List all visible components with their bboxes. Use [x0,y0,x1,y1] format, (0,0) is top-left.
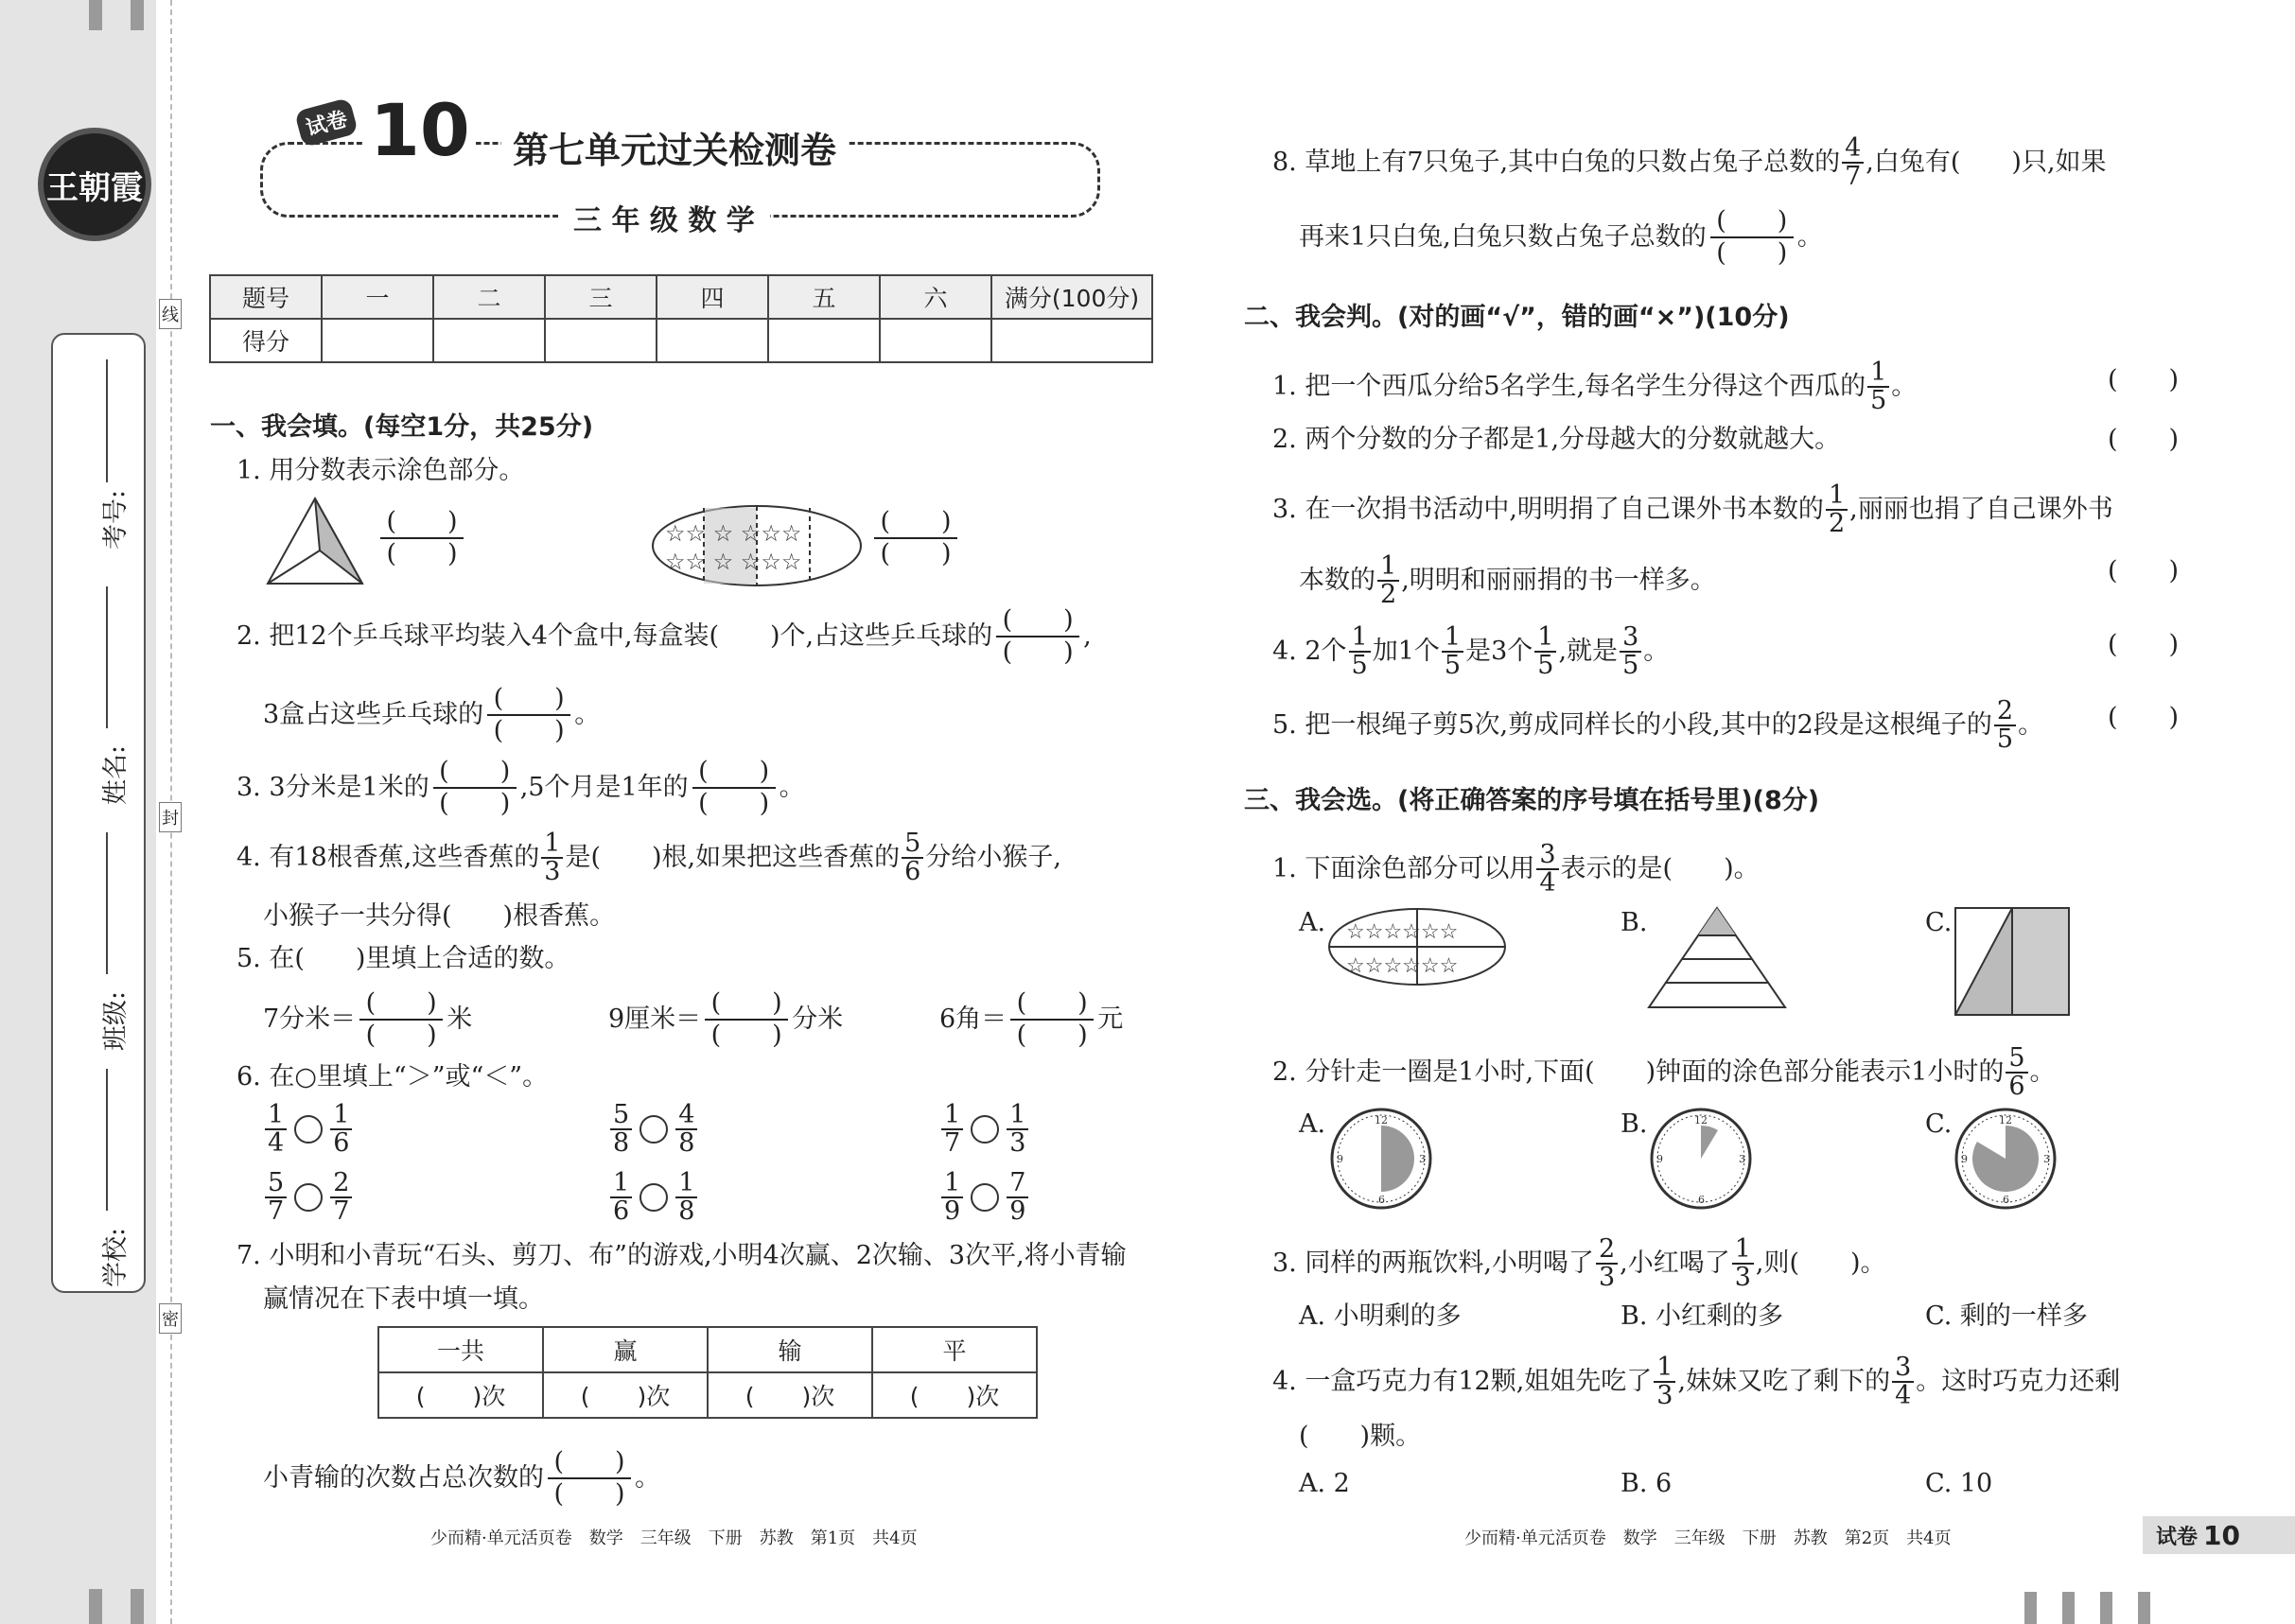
blank: ( ) [380,507,464,539]
q7-header: 输 [708,1327,872,1372]
blank[interactable]: ( ) [996,605,1079,637]
blank[interactable]: ( ) [487,684,570,716]
blank[interactable]: ( ) [705,988,788,1021]
numerator: 3 [1620,624,1641,653]
denominator: 7 [1845,162,1862,192]
j4c: 是3个 [1465,636,1533,666]
q2b: 3盒占这些乒乓球的 [263,699,484,729]
numerator: 2 [1596,1236,1618,1265]
q5a [263,988,472,1052]
compare-item [263,1102,354,1158]
oval-stars-figure [1327,906,1507,987]
judge-4: 4. 2个 $\frac{1}{5}$ 加1个 $\frac{1}{5}$ 是3个 $\frac{1}{5}$ ,就是 $\frac{3}{5}$ 。 [1272,622,1670,681]
denominator: 5 [1351,651,1368,681]
numerator: 1 [330,1102,352,1130]
school-line [106,1069,108,1211]
score-row-label: 得分 [210,319,322,362]
denominator: 7 [944,1128,961,1159]
q5a-text: 7分米＝ [263,1004,357,1034]
denominator: 2 [1828,509,1846,539]
numerator: 5 [610,1102,632,1130]
compare-item [263,1170,354,1226]
numerator: 4 [1842,135,1864,164]
page-title: 第七单元过关检测卷 [501,121,848,173]
c3-option-b[interactable]: B. 小红剩的多 [1621,1301,1784,1331]
binding-bar [89,0,102,30]
score-table [209,274,1153,363]
numerator: 1 [1349,624,1371,653]
q7a-text: 7. 小明和小青玩“石头、剪刀、布”的游戏,小明4次赢、2次输、3次平,将小青输 [237,1241,1127,1270]
numerator: 1 [1732,1236,1754,1265]
compare-item [939,1102,1030,1158]
c2a: 2. 分针走一圈是1小时,下面( )钟面的涂色部分能表示1小时的 [1272,1056,2005,1087]
option-a-label: A. [1299,908,1326,937]
q2b-text: 3盒占这些乒乓球的 ( ) ( ) 。 [263,684,601,746]
q7c-text: 小青输的次数占总次数的 ( ) ( ) 。 [263,1447,660,1510]
footer-tag-label: 试卷 [2156,1525,2199,1549]
numerator: 1 [610,1170,632,1198]
q7-cell[interactable]: ( )次 [872,1372,1037,1418]
compare-item [608,1170,699,1226]
score-header: 六 [880,275,991,319]
numerator: 5 [2006,1045,2027,1074]
j3b: ,丽丽也捐了自己课外书 [1849,494,2113,524]
judge-1: 1. 把一个西瓜分给5名学生,每名学生分得这个西瓜的 $\frac{1}{5}$ 。 [1272,358,1918,416]
binding-bar [131,1589,144,1624]
score-header: 题号 [210,275,322,319]
numerator: 1 [941,1170,963,1198]
choice-3 [1272,1236,1886,1292]
q5c [939,988,1123,1052]
c4a: 4. 一盒巧克力有12颗,姐姐先吃了 [1272,1366,1653,1396]
q4c: 分给小猴子, [925,842,1061,872]
numerator: 1 [1826,482,1848,511]
numerator: 4 [675,1102,697,1130]
numerator: 5 [265,1170,287,1198]
denominator: 6 [333,1128,350,1159]
denominator: 8 [678,1128,695,1159]
svg-text:6: 6 [2003,1194,2009,1206]
q5b-unit: 分米 [792,1004,844,1034]
blank[interactable]: ( ) [698,789,770,819]
c3-option-c[interactable]: C. 剩的一样多 [1925,1301,2088,1331]
numerator: 1 [1377,553,1399,582]
blank[interactable]: ( ) [710,1021,782,1051]
score-header: 二 [433,275,545,319]
c4-option-a[interactable]: A. 2 [1299,1469,1350,1498]
binding-bar [2138,1592,2150,1624]
footer-left: 少而精·单元活页卷 数学 三年级 下册 苏教 第1页 共4页 [430,1528,918,1548]
badge-number: 10 [364,95,476,166]
score-header: 一 [322,275,433,319]
numerator: 1 [1007,1102,1028,1130]
judge-2: 2. 两个分数的分子都是1,分母越大的分数就越大。 [1272,425,1841,454]
binding-bar [2062,1592,2075,1624]
svg-text:9: 9 [1961,1153,1968,1165]
star-oval-figure [651,503,864,588]
q7-cell[interactable]: ( )次 [378,1372,543,1418]
denominator: 6 [613,1196,630,1227]
q7-header: 平 [872,1327,1037,1372]
score-cell[interactable] [322,319,433,362]
j3: 3. 在一次捐书活动中,明明捐了自己课外书本数的 [1272,494,1824,524]
q5c-unit: 元 [1097,1004,1124,1034]
page-subtitle: 三 年 级 数 学 [558,197,770,238]
binding-bar [2024,1592,2037,1624]
q7-table [377,1326,1038,1419]
blank[interactable]: ( ) [359,988,443,1021]
c1a: 1. 下面涂色部分可以用 [1272,853,1535,883]
denominator: 4 [1539,868,1556,899]
q4d-text: 小猴子一共分得( )根香蕉。 [263,901,616,931]
j3c: 本数的 [1299,565,1375,595]
svg-text:3: 3 [1419,1153,1426,1165]
numerator: 1 [941,1102,963,1130]
compare-item [608,1102,699,1158]
numerator: 5 [902,830,923,859]
svg-text:9: 9 [1656,1153,1663,1165]
triangle-figure [263,494,367,588]
svg-text:3: 3 [1739,1153,1745,1165]
svg-text:12: 12 [1694,1114,1708,1126]
numerator: 1 [265,1102,287,1130]
compare-circle[interactable] [639,1183,668,1212]
svg-text:12: 12 [1375,1114,1388,1126]
q7-cell[interactable]: ( )次 [543,1372,708,1418]
badge-label: 试卷 [294,97,359,148]
j3d: ,明明和丽丽捐的书一样多。 [1401,565,1716,595]
seal-mark: 封 [159,802,182,832]
option-c-label: C. [1925,1109,1953,1139]
class-label: 班级: [101,990,131,1052]
blank[interactable]: ( ) [365,1021,437,1051]
judge-5: 5. 把一根绳子剪5次,剪成同样长的小段,其中的2段是这根绳子的 $\frac{2}{5}$ 。 [1272,696,2044,755]
logo [38,128,151,241]
c4d-text: ( )颗。 [1299,1422,1422,1451]
seal-mark: 密 [159,1303,182,1334]
j1: 1. 把一个西瓜分给5名学生,每名学生分得这个西瓜的 [1272,371,1866,401]
denominator: 5 [1622,651,1639,681]
denominator: 4 [1895,1381,1912,1411]
blank[interactable]: ( ) [1016,1021,1088,1051]
footer-tag-number: 10 [2203,1519,2240,1551]
c3b: ,小红喝了 [1620,1248,1730,1278]
q2a: 2. 把12个乒乓球平均装入4个盒中,每盒装( )个,占这些乒乓球的 [237,620,993,651]
choice-1 [1272,842,1760,898]
numerator: 1 [675,1170,697,1198]
q3b: ,5个月是1年的 [519,772,689,802]
score-header: 五 [768,275,880,319]
denominator: 6 [2008,1072,2025,1102]
q3a: 3. 3分米是1米的 [237,772,429,802]
c1b: 表示的是( )。 [1560,853,1760,883]
exam-number-label: 考号: [101,489,131,550]
score-cell[interactable] [433,319,545,362]
clock-c-figure [1953,1107,2058,1211]
denominator: 3 [1009,1128,1026,1159]
c4c: 。这时巧克力还剩 [1916,1366,2121,1396]
c3c: ,则( )。 [1755,1248,1886,1278]
q7c: 小青输的次数占总次数的 [263,1462,544,1493]
denominator: 7 [333,1196,350,1227]
denominator: 8 [613,1128,630,1159]
judge-answer[interactable]: ( ) [2108,630,2180,659]
q7-header: 赢 [543,1327,708,1372]
q5b-text: 9厘米＝ [608,1004,702,1034]
c3a: 3. 同样的两瓶饮料,小明喝了 [1272,1248,1594,1278]
compare-circle[interactable] [971,1115,999,1144]
exam-number-line [106,359,108,482]
q5a-unit: 米 [447,1004,473,1034]
numerator: 2 [1994,698,2016,726]
judge-3b [1299,553,1716,609]
compare-circle[interactable] [639,1115,668,1144]
clock-b-figure [1649,1107,1753,1211]
denominator: 5 [1996,725,2014,755]
q2-text: 2. 把12个乒乓球平均装入4个盒中,每盒装( )个,占这些乒乓球的 ( ) ( ) , [237,605,1092,668]
numerator: 2 [330,1170,352,1198]
judge-answer[interactable]: ( ) [2108,703,2180,732]
binding-bar [89,1589,102,1624]
q8c: 再来1只白兔,白兔只数占兔子总数的 [1299,221,1707,252]
denominator: 3 [544,857,561,887]
school-label: 学校: [101,1227,131,1288]
compare-circle[interactable] [294,1115,323,1144]
option-a-label: A. [1299,1109,1326,1139]
c3-option-a[interactable]: A. 小明剩的多 [1299,1301,1462,1331]
q8c-text: 再来1只白兔,白兔只数占兔子总数的 ( ) ( ) 。 [1299,206,1823,269]
q1b-answer[interactable] [870,507,961,570]
j4a: 4. 2个 [1272,636,1347,666]
triangle-layers-figure [1646,903,1788,1012]
numerator: 1 [1442,624,1463,653]
footer-right: 少而精·单元活页卷 数学 三年级 下册 苏教 第2页 共4页 [1464,1528,1952,1548]
q7-cell[interactable]: ( )次 [708,1372,872,1418]
rectangle-figure [1953,906,2071,1017]
numerator: 1 [1867,359,1889,388]
blank[interactable]: ( ) [439,789,511,819]
option-c-label: C. [1925,908,1953,937]
q1a-answer[interactable] [377,507,467,570]
svg-text:6: 6 [1378,1194,1385,1206]
seal-mark: 线 [159,299,182,329]
choice-2: 2. 分针走一圈是1小时,下面( )钟面的涂色部分能表示1小时的 $\frac{5}{6}$ 。 [1272,1043,2056,1102]
class-line [106,832,108,974]
svg-text:6: 6 [1698,1194,1705,1206]
q7b-text: 赢情况在下表中填一填。 [263,1284,544,1314]
denominator: 7 [268,1196,285,1227]
blank: ( ) [386,539,458,569]
blank[interactable]: ( ) [433,757,517,789]
denominator: 4 [268,1128,285,1159]
numerator: 1 [1534,624,1556,653]
blank[interactable]: ( ) [1710,206,1794,238]
q4-text [237,830,1061,886]
blank[interactable]: ( ) [493,716,565,746]
clock-a-figure [1329,1107,1433,1211]
blank[interactable]: ( ) [1010,988,1094,1021]
name-label: 姓名: [101,744,131,806]
denominator: 5 [1870,386,1887,416]
numerator: 1 [541,830,563,859]
q8a: 8. 草地上有7只兔子,其中白兔的只数占兔子总数的 [1272,147,1841,177]
numerator: 3 [1892,1354,1914,1383]
denominator: 3 [1656,1381,1673,1411]
name-line [106,586,108,728]
c4-option-b[interactable]: B. 6 [1621,1469,1673,1498]
j4b: 加1个 [1372,636,1440,666]
q8b: ,白兔有( )只,如果 [1866,147,2107,177]
q3-text: 3. 3分米是1米的 ( ) ( ) ,5个月是1年的 ( ) ( ) 。 [237,757,805,819]
score-header: 四 [657,275,768,319]
denominator: 5 [1444,651,1462,681]
blank[interactable]: ( ) [548,1447,631,1479]
j5: 5. 把一根绳子剪5次,剪成同样长的小段,其中的2段是这根绳子的 [1272,709,1992,740]
blank[interactable]: ( ) [1716,238,1788,269]
compare-item [939,1170,1030,1226]
j4d: ,就是 [1558,636,1619,666]
choice-4 [1272,1354,2120,1410]
section-2-title: 二、我会判。(对的画“√”，错的画“×”)(10分) [1244,303,1790,332]
svg-text:9: 9 [1337,1153,1343,1165]
denominator: 9 [944,1196,961,1227]
q5-text: 5. 在( )里填上合适的数。 [237,944,570,973]
denominator: 3 [1598,1263,1616,1293]
binding-bar [131,0,144,30]
denominator: 3 [1734,1263,1751,1293]
score-cell[interactable] [880,319,991,362]
section-3-title: 三、我会选。(将正确答案的序号填在括号里)(8分) [1244,786,1820,815]
svg-text:☆☆☆☆☆☆: ☆☆☆☆☆☆ [1346,920,1459,944]
denominator: 2 [1380,580,1397,610]
q5c-text: 6角＝ [939,1004,1007,1034]
q4b: 是( )根,如果把这些香蕉的 [565,842,901,872]
score-cell[interactable] [657,319,768,362]
svg-text:☆☆ ☆ ☆☆☆: ☆☆ ☆ ☆☆☆ [665,549,802,575]
student-info-box [51,333,146,1293]
svg-text:3: 3 [2043,1153,2050,1165]
denominator: 6 [904,857,921,887]
blank[interactable]: ( ) [553,1479,625,1510]
logo-text: 王朝霞 [46,168,143,207]
c4-option-c[interactable]: C. 10 [1925,1469,1993,1498]
footer-tag [2143,1516,2295,1554]
q4a: 4. 有18根香蕉,这些香蕉的 [237,842,540,872]
denominator: 8 [678,1196,695,1227]
compare-circle[interactable] [971,1183,999,1212]
svg-text:12: 12 [1999,1114,2012,1126]
c4b: ,妹妹又吃了剩下的 [1677,1366,1891,1396]
score-cell[interactable] [545,319,657,362]
section-1-title: 一、我会填。(每空1分，共25分) [210,412,594,442]
score-cell[interactable] [991,319,1152,362]
q6-text: 6. 在○里填上“＞”或“＜”。 [237,1062,549,1091]
q8-text [1272,135,2107,191]
binding-bar [2100,1592,2112,1624]
numerator: 1 [1654,1354,1675,1383]
blank: ( ) [880,539,952,569]
svg-text:☆☆☆☆☆☆: ☆☆☆☆☆☆ [1346,954,1459,978]
score-header: 满分(100分) [991,275,1152,319]
judge-answer[interactable]: ( ) [2108,425,2180,454]
option-b-label: B. [1621,908,1648,937]
option-b-label: B. [1621,1109,1648,1139]
blank: ( ) [874,507,957,539]
denominator: 5 [1537,651,1554,681]
compare-circle[interactable] [294,1183,323,1212]
numerator: 3 [1536,842,1558,870]
blank[interactable]: ( ) [692,757,776,789]
judge-3 [1272,482,2113,538]
judge-answer[interactable]: ( ) [2108,365,2180,394]
q5b [608,988,843,1052]
blank[interactable]: ( ) [1002,637,1074,668]
numerator: 7 [1007,1170,1028,1198]
q7-header: 一共 [378,1327,543,1372]
score-cell[interactable] [768,319,880,362]
judge-answer[interactable]: ( ) [2108,556,2180,585]
score-header: 三 [545,275,657,319]
q1-text: 1. 用分数表示涂色部分。 [237,456,525,485]
svg-text:☆☆ ☆ ☆☆☆: ☆☆ ☆ ☆☆☆ [665,520,802,547]
denominator: 9 [1009,1196,1026,1227]
